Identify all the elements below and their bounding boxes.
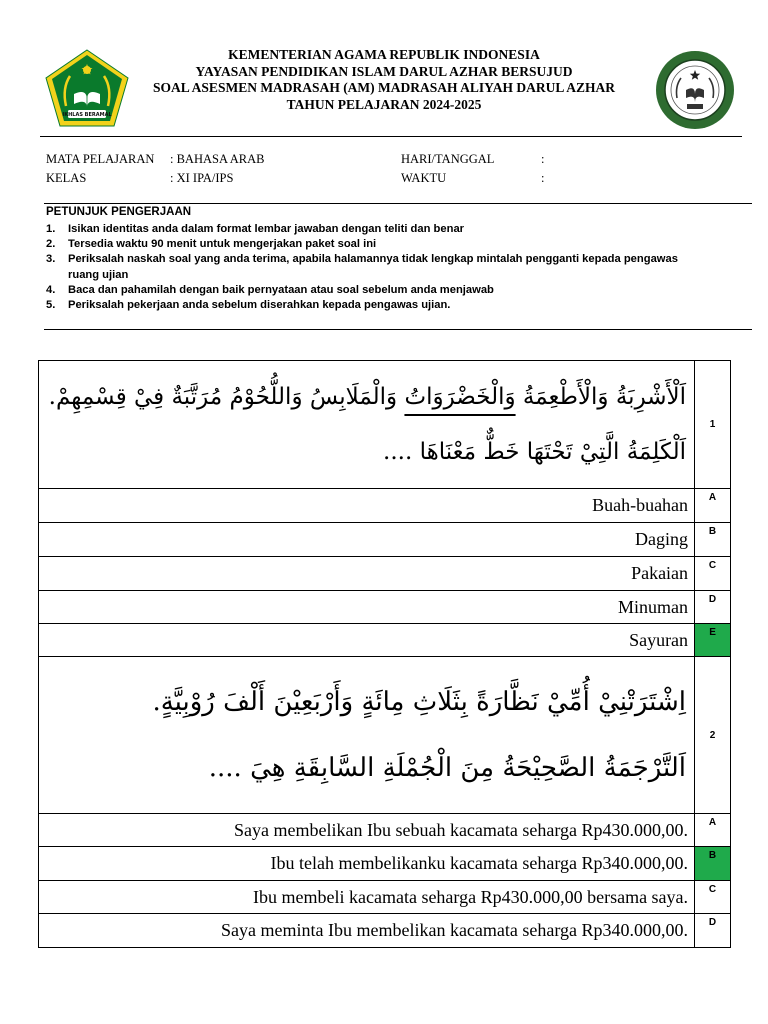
question-number: 1 xyxy=(695,361,731,489)
kemenag-logo xyxy=(44,48,130,128)
option-row xyxy=(39,847,731,881)
option-letter: D xyxy=(695,591,731,624)
option-letter: C xyxy=(695,557,731,591)
option-letter: D xyxy=(695,914,731,948)
correct-answer-marker: B xyxy=(695,847,731,881)
option-text: Pakaian xyxy=(39,557,695,591)
option-row xyxy=(39,624,731,657)
subject-value: : BAHASA ARAB xyxy=(170,152,265,166)
option-text: Sayuran xyxy=(39,624,695,657)
question-1-line-2: اَلْكَلِمَةُ الَّتِيْ تَحْتَهَا خَطٌّ مَعْنَاهَا .... xyxy=(383,438,687,465)
header-line-ministry: KEMENTERIAN AGAMA REPUBLIK INDONESIA xyxy=(228,47,540,62)
question-2-line-2: اَلتَّرْجَمَةُ الصَّحِيْحَةُ مِنَ الْجُمْلَةِ السَّابِقَةِ هِيَ .... xyxy=(208,753,687,783)
instruction-number: 2. xyxy=(46,238,56,251)
header-line-exam-title: SOAL ASESMEN MADRASAH (AM) MADRASAH ALIYAH DARUL AZHAR xyxy=(153,80,615,96)
question-row xyxy=(39,361,731,489)
option-row xyxy=(39,591,731,624)
instructions-title: PETUNJUK PENGERJAAN xyxy=(46,206,192,218)
header-line-school-year: TAHUN PELAJARAN 2024-2025 xyxy=(286,96,482,112)
time-value: : xyxy=(541,171,545,185)
class-value: : XI IPA/IPS xyxy=(170,171,234,185)
instruction-item xyxy=(46,237,686,252)
question-2-line-1: اِشْتَرَتْنِيْ أُمِّيْ نَظَّارَةً بِثَلَاثِ مِائَةٍ وَأَرْبَعِيْنَ أَلْفَ رُوْبِيَّةٍ. xyxy=(152,687,687,717)
question-1-text xyxy=(39,361,695,489)
day-date-label: HARI/TANGGAL xyxy=(401,152,495,166)
instruction-number: 3. xyxy=(46,253,56,266)
question-number: 2 xyxy=(695,657,731,814)
option-letter: A xyxy=(695,489,731,523)
option-row xyxy=(39,489,731,523)
time-label: WAKTU xyxy=(401,171,447,185)
option-text: Saya membelikan Ibu sebuah kacamata seharga Rp430.000,00. xyxy=(39,814,695,847)
underlined-word: وَالْخَضْرَوَاتُ xyxy=(404,383,516,410)
day-date-value: : xyxy=(541,152,545,166)
option-row xyxy=(39,523,731,557)
subject-label: MATA PELAJARAN xyxy=(46,152,155,166)
identity-divider xyxy=(44,203,752,204)
question-row xyxy=(39,657,731,814)
school-emblem-logo xyxy=(655,50,735,130)
instruction-number: 4. xyxy=(46,283,56,296)
option-text: Daging xyxy=(39,523,695,557)
instruction-text: Tersedia waktu 90 menit untuk mengerjakan paket soal ini xyxy=(68,238,377,251)
option-text: Buah-buahan xyxy=(39,489,695,523)
option-text: Minuman xyxy=(39,591,695,624)
instruction-item xyxy=(46,283,686,298)
correct-answer-marker: E xyxy=(695,624,731,657)
option-text: Saya meminta Ibu membelikan kacamata seharga Rp340.000,00. xyxy=(39,914,695,948)
instructions-divider xyxy=(44,329,752,330)
instructions-list xyxy=(46,222,686,313)
instruction-number: 5. xyxy=(46,299,56,312)
option-letter: A xyxy=(695,814,731,847)
option-letter: B xyxy=(695,523,731,557)
header-divider xyxy=(40,136,742,137)
option-text: Ibu membeli kacamata seharga Rp430.000,00 bersama saya. xyxy=(39,881,695,914)
instruction-item xyxy=(46,222,686,237)
instruction-text: Periksalah pekerjaan anda sebelum diserahkan kepada pengawas ujian. xyxy=(68,299,451,312)
question-1-line-1: اَلْأَشْرِبَةُ وَالْأَطْعِمَةُ وَالْخَضْرَوَاتُ وَالْمَلَابِسُ وَاللُّحُوْمُ مُرَتَّبَةٌ فِيْ قِسْمِهِمْ. xyxy=(48,383,687,410)
instruction-number: 1. xyxy=(46,223,56,235)
option-row xyxy=(39,557,731,591)
header-title-block xyxy=(130,47,638,113)
header-line-foundation: YAYASAN PENDIDIKAN ISLAM DARUL AZHAR BERSUJUD xyxy=(195,63,573,79)
instruction-item xyxy=(46,298,686,313)
instruction-text: Isikan identitas anda dalam format lembar jawaban dengan teliti dan benar xyxy=(68,223,465,235)
option-text: Ibu telah membelikanku kacamata seharga Rp340.000,00. xyxy=(39,847,695,881)
question-2-text xyxy=(39,657,695,814)
instruction-item xyxy=(46,252,686,282)
option-letter: C xyxy=(695,881,731,914)
svg-text:IKHLAS BERAMAL: IKHLAS BERAMAL xyxy=(62,112,112,118)
instruction-text: Baca dan pahamilah dengan baik pernyataan atau soal sebelum anda menjawab xyxy=(68,283,494,296)
question-table xyxy=(38,360,731,948)
option-row xyxy=(39,814,731,847)
class-label: KELAS xyxy=(46,171,87,185)
option-row xyxy=(39,881,731,914)
instruction-text: Periksalah naskah soal yang anda terima, apabila halamannya tidak lengkap mintalah pengganti kepada pengawas ruang ujian xyxy=(68,253,678,281)
option-row xyxy=(39,914,731,948)
